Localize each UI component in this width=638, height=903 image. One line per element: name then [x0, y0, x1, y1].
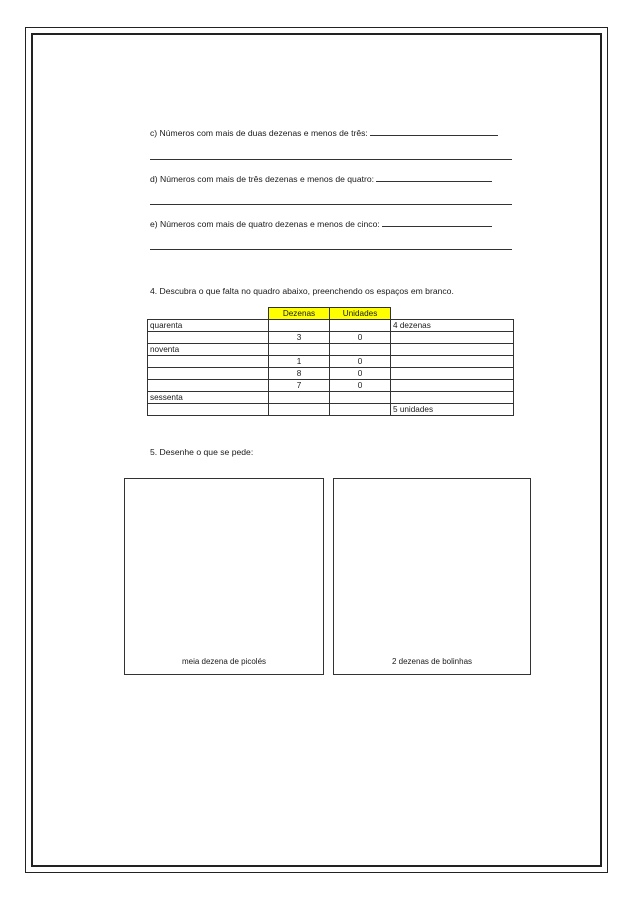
header-dezenas: Dezenas	[269, 308, 330, 320]
table-row	[148, 368, 514, 380]
cell-unidades: 0	[330, 332, 391, 344]
question-e	[150, 218, 492, 229]
table-row	[148, 320, 514, 332]
answer-blank-c[interactable]	[370, 127, 498, 136]
answer-line-d[interactable]	[150, 204, 512, 205]
drawing-box-bolinhas[interactable]	[333, 478, 531, 675]
answer-blank-e[interactable]	[382, 218, 492, 227]
question-d	[150, 173, 492, 184]
cell-name: noventa	[148, 344, 269, 356]
answer-line-e[interactable]	[150, 249, 512, 250]
cell-description[interactable]	[391, 356, 514, 368]
header-cell-empty	[148, 308, 269, 320]
cell-unidades[interactable]	[330, 344, 391, 356]
cell-unidades: 0	[330, 356, 391, 368]
table-row	[148, 392, 514, 404]
cell-description[interactable]	[391, 380, 514, 392]
answer-line-c[interactable]	[150, 159, 512, 160]
cell-dezenas[interactable]	[269, 344, 330, 356]
cell-dezenas[interactable]	[269, 392, 330, 404]
cell-dezenas: 1	[269, 356, 330, 368]
header-unidades: Unidades	[330, 308, 391, 320]
question-c	[150, 127, 498, 138]
cell-description[interactable]	[391, 392, 514, 404]
section-5-title: 5. Desenhe o que se pede:	[150, 447, 254, 457]
drawing-box-caption: meia dezena de picolés	[181, 657, 267, 666]
table-row	[148, 356, 514, 368]
cell-name[interactable]	[148, 404, 269, 416]
cell-description[interactable]	[391, 344, 514, 356]
table-row	[148, 404, 514, 416]
cell-dezenas: 8	[269, 368, 330, 380]
cell-name: quarenta	[148, 320, 269, 332]
cell-name[interactable]	[148, 356, 269, 368]
cell-unidades[interactable]	[330, 404, 391, 416]
cell-dezenas: 7	[269, 380, 330, 392]
cell-name[interactable]	[148, 332, 269, 344]
cell-description: 5 unidades	[391, 404, 514, 416]
answer-blank-d[interactable]	[376, 173, 492, 182]
cell-unidades: 0	[330, 380, 391, 392]
question-d-text: d) Números com mais de três dezenas e menos de quatro:	[150, 174, 375, 184]
question-c-text: c) Números com mais de duas dezenas e menos de três:	[150, 128, 368, 138]
drawing-box-caption: 2 dezenas de bolinhas	[391, 657, 473, 666]
section-4-title: 4. Descubra o que falta no quadro abaixo, preenchendo os espaços em branco.	[150, 286, 454, 296]
table-row	[148, 344, 514, 356]
table-header-row	[148, 308, 514, 320]
table-row	[148, 380, 514, 392]
drawing-box-picoles[interactable]	[124, 478, 324, 675]
cell-dezenas[interactable]	[269, 320, 330, 332]
cell-name[interactable]	[148, 368, 269, 380]
cell-description: 4 dezenas	[391, 320, 514, 332]
cell-description[interactable]	[391, 368, 514, 380]
tens-units-table	[147, 307, 514, 416]
cell-dezenas: 3	[269, 332, 330, 344]
cell-dezenas[interactable]	[269, 404, 330, 416]
cell-name: sessenta	[148, 392, 269, 404]
cell-unidades: 0	[330, 368, 391, 380]
cell-unidades[interactable]	[330, 392, 391, 404]
cell-name[interactable]	[148, 380, 269, 392]
cell-description[interactable]	[391, 332, 514, 344]
cell-unidades[interactable]	[330, 320, 391, 332]
table-row	[148, 332, 514, 344]
header-cell-empty-right	[391, 308, 514, 320]
question-e-text: e) Números com mais de quatro dezenas e menos de cinco:	[150, 219, 380, 229]
